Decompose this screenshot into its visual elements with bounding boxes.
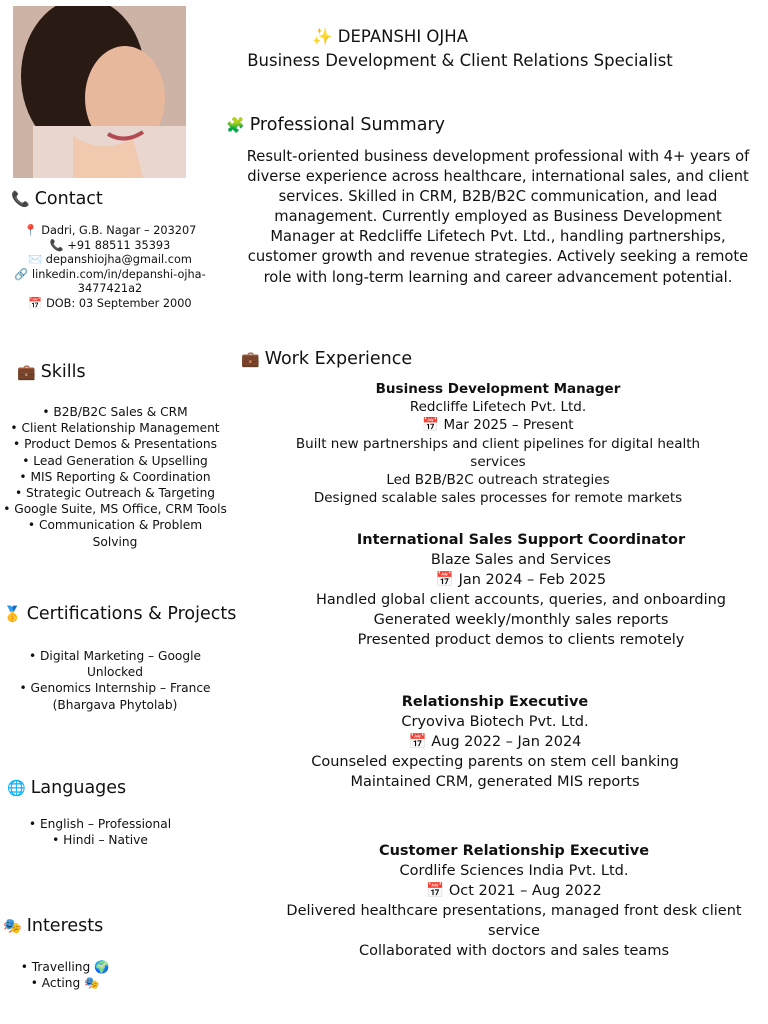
job-company: Cordlife Sciences India Pvt. Ltd. — [399, 863, 629, 879]
job-title: Relationship Executive — [401, 694, 589, 710]
job-company: Redcliffe Lifetech Pvt. Ltd. — [409, 399, 587, 416]
list-item: • Lead Generation & Upselling — [22, 453, 208, 468]
job-point: Led B2B/B2C outreach strategies — [386, 472, 610, 489]
contact-details — [5, 224, 215, 311]
list-item: Solving — [92, 534, 138, 549]
languages-heading: 🌐 Languages — [7, 778, 127, 798]
list-item: • English – Professional — [28, 817, 172, 831]
globe-icon: 🌐 — [7, 779, 26, 797]
contact-phone: 📞 +91 88511 35393 — [49, 238, 171, 252]
job-dates: 📅 Mar 2025 – Present — [422, 417, 574, 434]
job-dates: 📅 Jan 2024 – Feb 2025 — [435, 572, 607, 588]
job-entry — [280, 841, 748, 961]
job-dates: 📅 Oct 2021 – Aug 2022 — [426, 883, 602, 899]
interests-heading: 🎭 Interests — [3, 916, 104, 936]
contact-email[interactable]: ✉️ depanshiojha@gmail.com — [28, 253, 192, 266]
job-point: Counseled expecting parents on stem cell banking — [311, 754, 679, 770]
job-company: Cryoviva Biotech Pvt. Ltd. — [401, 714, 589, 730]
list-item: • Google Suite, MS Office, CRM Tools — [3, 502, 227, 517]
skills-list — [0, 404, 230, 550]
job-entry — [280, 380, 716, 507]
contact-linkedin[interactable]: 🔗 linkedin.com/in/depanshi-ojha- — [14, 267, 206, 281]
job-point: Built new partnerships and client pipelines for digital health services — [295, 435, 701, 470]
experience-heading: 💼 Work Experience — [241, 349, 413, 369]
job-point: Presented product demos to clients remotely — [357, 632, 685, 648]
job-dates: 📅 Aug 2022 – Jan 2024 — [408, 734, 582, 750]
skills-heading: 💼 Skills — [17, 362, 86, 382]
certifications-heading: 🥇 Certifications & Projects — [3, 604, 237, 624]
phone-icon: 📞 — [11, 190, 30, 208]
contact-dob: 📅 DOB: 03 September 2000 — [28, 296, 192, 310]
list-item: • Product Demos & Presentations — [13, 437, 217, 452]
candidate-role: Business Development & Client Relations Specialist — [247, 51, 673, 70]
job-point: Handled global client accounts, queries, and onboarding — [316, 592, 726, 608]
profile-photo — [13, 6, 186, 178]
list-item: • Acting 🎭 — [30, 976, 100, 991]
list-item: Unlocked — [86, 665, 144, 680]
contact-address: 📍 Dadri, G.B. Nagar – 203207 — [23, 224, 197, 237]
job-point: Collaborated with doctors and sales teams — [359, 943, 669, 959]
job-company: Blaze Sales and Services — [430, 552, 612, 568]
list-item: • Digital Marketing – Google — [28, 649, 202, 663]
job-point: Maintained CRM, generated MIS reports — [350, 774, 640, 790]
summary-text: Result-oriented business development professional with 4+ years of diverse experience across healthcare, international sales, and client services. Skilled in CRM, B2B/B2C communication, and lead management. Currently employed as Business Development Manager at Redcliffe Lifetech Pvt. Ltd., handling partnerships, customer growth and revenue strategies. Actively seeking a remote role with long-term learning and career advancement potential. — [246, 148, 750, 286]
job-entry — [270, 692, 720, 792]
list-item: (Bhargava Phytolab) — [52, 697, 178, 712]
briefcase-icon: 💼 — [241, 350, 260, 368]
job-title: Customer Relationship Executive — [378, 843, 650, 859]
summary-heading: 🧩 Professional Summary — [226, 115, 445, 135]
job-point: Designed scalable sales processes for remote markets — [313, 490, 683, 507]
list-item: • Travelling 🌍 — [20, 960, 110, 974]
interests-list — [0, 959, 130, 991]
contact-heading: 📞 Contact — [11, 189, 103, 209]
job-title: International Sales Support Coordinator — [356, 532, 686, 548]
list-item: • B2B/B2C Sales & CRM — [42, 405, 188, 419]
puzzle-icon: 🧩 — [226, 116, 245, 134]
list-item: • Strategic Outreach & Targeting — [14, 486, 216, 501]
job-entry — [300, 530, 742, 650]
certifications-list — [10, 648, 220, 713]
list-item: • MIS Reporting & Coordination — [19, 469, 211, 484]
languages-list — [0, 816, 200, 848]
medal-icon: 🥇 — [3, 605, 22, 623]
theater-masks-icon: 🎭 — [3, 917, 22, 935]
list-item: • Genomics Internship – France — [19, 681, 211, 696]
list-item: • Hindi – Native — [52, 833, 148, 848]
contact-linkedin-cont[interactable]: 3477421a2 — [77, 282, 143, 295]
list-item: • Communication & Problem — [27, 518, 203, 533]
candidate-name: ✨ DEPANSHI OJHA — [312, 27, 468, 46]
briefcase-icon: 💼 — [17, 363, 36, 381]
list-item: • Client Relationship Management — [10, 421, 220, 436]
job-point: Generated weekly/monthly sales reports — [373, 612, 669, 628]
job-point: Delivered healthcare presentations, managed front desk client service — [286, 903, 742, 939]
job-title: Business Development Manager — [375, 381, 621, 397]
